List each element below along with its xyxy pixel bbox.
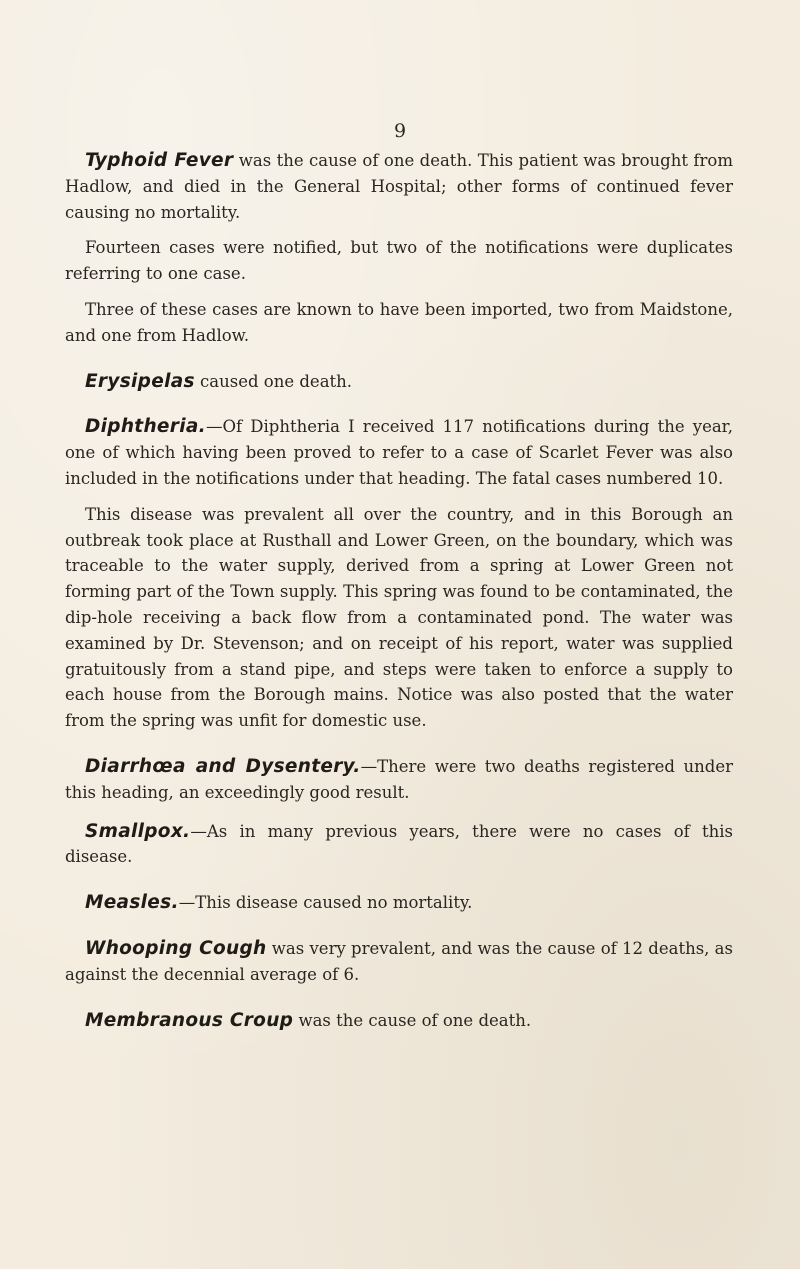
paragraph-smallpox <box>65 819 733 871</box>
text-measles: —This disease caused no mortality. <box>178 893 473 913</box>
paragraph-imported-cases: Three of these cases are known to have been imported, two from Maidstone, and one from Hadlow. <box>65 299 733 345</box>
paragraph-diphtheria <box>65 414 733 491</box>
paragraph-diarrhoea <box>65 754 733 806</box>
heading-measles: Measles. <box>85 892 179 914</box>
text-diarrhoea: —There were two deaths registered under this heading, an exceedingly good result. <box>65 756 733 802</box>
paragraph-typhoid <box>65 148 733 225</box>
heading-membranous-croup: Membranous Croup <box>85 1009 294 1031</box>
heading-erysipelas: Erysipelas <box>85 370 195 392</box>
heading-whooping-cough: Whooping Cough <box>85 937 267 959</box>
text-membranous-croup: was the cause of one death. <box>293 1010 532 1030</box>
paragraph-membranous-croup <box>65 1008 733 1034</box>
text-erysipelas: caused one death. <box>194 371 353 391</box>
heading-smallpox: Smallpox. <box>85 820 191 842</box>
heading-typhoid-fever: Typhoid Fever <box>85 150 234 171</box>
paragraph-erysipelas <box>65 369 733 395</box>
text-smallpox: —As in many previous years, there were no cases of this disease. <box>65 821 733 867</box>
paragraph-outbreak: This disease was prevalent all over the country, and in this Borough an outbreak took place at Rusthall and Lower Green, on the boundary, which was traceable to the water supply, derived from a spring at Lower Green not forming part of the Town supply. This spring was found to be contaminated, the dip-hole receiving a back flow from a contaminated pond. The water was examined by Dr. Stevenson; and on receipt of his report, water was supplied gratuitously from a stand pipe, and steps were taken to enforce a supply to each house from the Borough mains. Notice was also posted that the water from the spring was unfit for domestic use. <box>65 504 733 731</box>
text-diphtheria: —Of Diphtheria I received 117 notifications during the year, one of which having been proved to refer to a case of Scarlet Fever was also included in the notifications under that heading. The fatal cases numbered 10. <box>65 417 733 488</box>
heading-diarrhoea-dysentery: Diarrhœa and Dysentery. <box>85 755 361 777</box>
text-whooping-cough: was very prevalent, and was the cause of 12 deaths, as against the decennial average of 6. <box>65 938 733 984</box>
paragraph-measles <box>65 890 733 916</box>
heading-diphtheria: Diphtheria. <box>85 416 206 438</box>
text-typhoid: was the cause of one death. This patient was brought from Hadlow, and died in the General Hospital; other forms of continued fever causing no mortality. <box>65 151 733 222</box>
page-number: 9 <box>393 120 407 142</box>
paragraph-whooping-cough <box>65 936 733 988</box>
paragraph-fourteen-cases: Fourteen cases were notified, but two of the notifications were duplicates referring to one case. <box>65 238 733 284</box>
body-text <box>65 148 733 1033</box>
